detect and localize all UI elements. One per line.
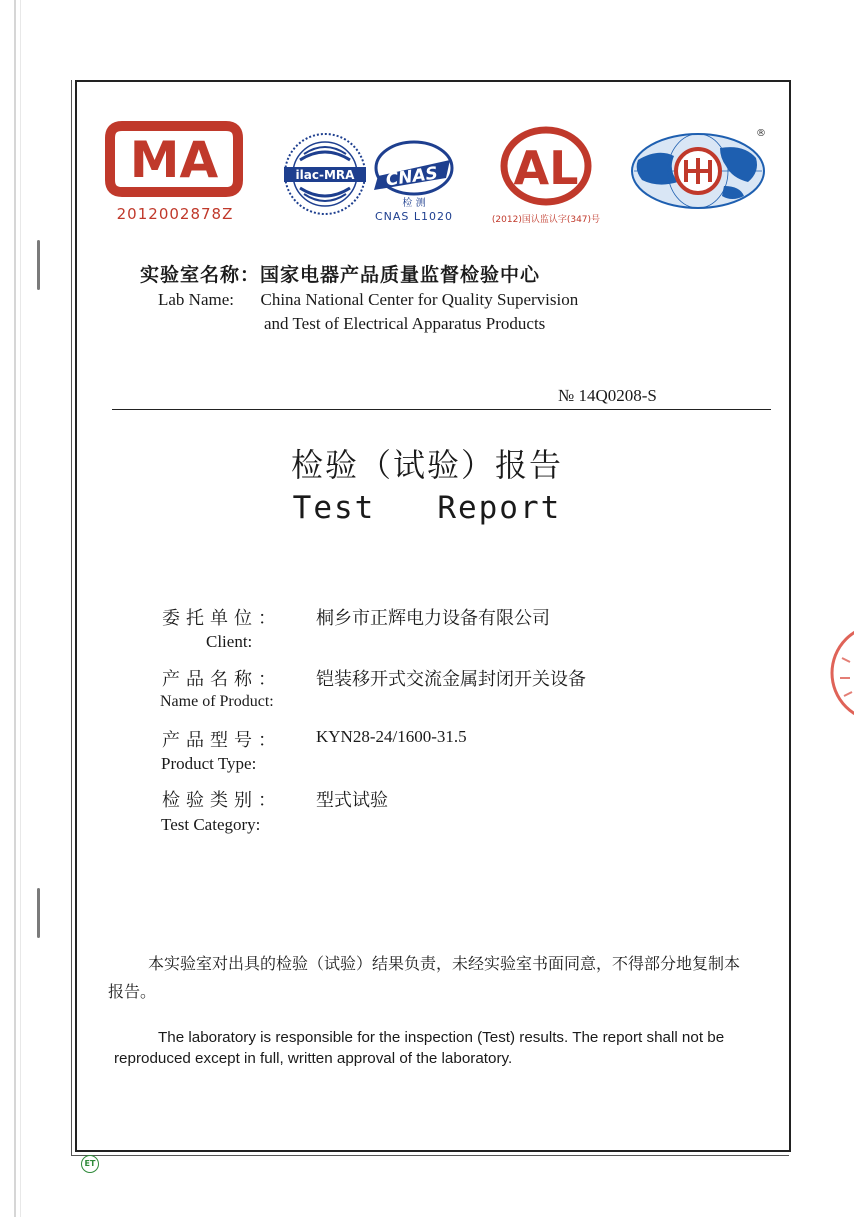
- client-label-cn: 委托单位：: [162, 608, 282, 629]
- report-number-rule: [112, 409, 771, 410]
- notice-cn-text: 本实验室对出具的检验（试验）结果负责，未经实验室书面同意，不得部分地复制本报告。: [108, 954, 741, 1001]
- et-footer-mark: ET: [81, 1155, 99, 1173]
- product-type-value: KYN28-24/1600-31.5: [316, 727, 467, 746]
- client-value: 桐乡市正辉电力设备有限公司: [316, 608, 550, 629]
- test-category-label-en: Test Category:: [161, 815, 261, 834]
- cal-logo-text: AL: [513, 141, 579, 195]
- frame-shadow-left: [71, 80, 72, 1156]
- notice-en: [114, 1027, 764, 1069]
- lab-name-label-en: Lab Name:: [158, 290, 234, 309]
- lab-name-en-2: and Test of Electrical Apparatus Products: [264, 314, 546, 333]
- report-title-en: Test Report: [292, 490, 562, 526]
- cma-number: 2012002878Z: [116, 205, 234, 223]
- product-type-label-cn: 产品型号：: [162, 730, 282, 751]
- product-name-label-en: Name of Product:: [160, 693, 274, 710]
- report-number: № 14Q0208-S: [558, 386, 657, 405]
- notice-en-text: The laboratory is responsible for the inspection (Test) results. The report shall not be reproduced except in full, written approval of the laboratory.: [114, 1029, 725, 1067]
- test-category-label-cn: 检验类别：: [162, 790, 282, 811]
- cal-caption: (2012)国认监认字(347)号: [491, 215, 601, 225]
- cnas-logo-icon: [372, 140, 456, 212]
- cnas-number: CNAS L1020: [374, 210, 454, 223]
- test-category-value: 型式试验: [316, 790, 388, 811]
- cnas-logo-sub: 检 测: [402, 198, 426, 209]
- registered-mark: ®: [756, 128, 766, 139]
- frame-shadow-bottom: [71, 1155, 789, 1156]
- lab-name-en-1: China National Center for Quality Supervision: [260, 290, 579, 309]
- notice-cn: [108, 950, 748, 1006]
- certification-globe-logo-icon: [628, 130, 768, 212]
- product-name-value: 铠装移开式交流金属封闭开关设备: [316, 669, 586, 690]
- lab-name-cn: 实验室名称：国家电器产品质量监督检验中心: [140, 264, 541, 286]
- cma-logo-icon: [104, 120, 244, 198]
- client-label-en: Client:: [206, 632, 253, 651]
- product-name-label-cn: 产品名称：: [162, 669, 282, 690]
- cma-logo-text: MA: [129, 131, 219, 189]
- binding-edge-inner: [20, 0, 21, 1217]
- ilac-logo-text: ilac-MRA: [295, 168, 355, 182]
- staple-top: [37, 240, 40, 290]
- cnas-logo-text: CNAS: [384, 163, 440, 191]
- cal-logo-icon: [498, 124, 594, 208]
- ilac-mra-logo-icon: [282, 130, 368, 218]
- product-type-label-en: Product Type:: [161, 754, 257, 773]
- lab-name-en-line1: [158, 290, 578, 310]
- binding-edge: [14, 0, 16, 1217]
- staple-bottom: [37, 888, 40, 938]
- report-title-cn: 检验（试验）报告: [290, 446, 563, 484]
- seal-fragment-icon: [820, 618, 854, 728]
